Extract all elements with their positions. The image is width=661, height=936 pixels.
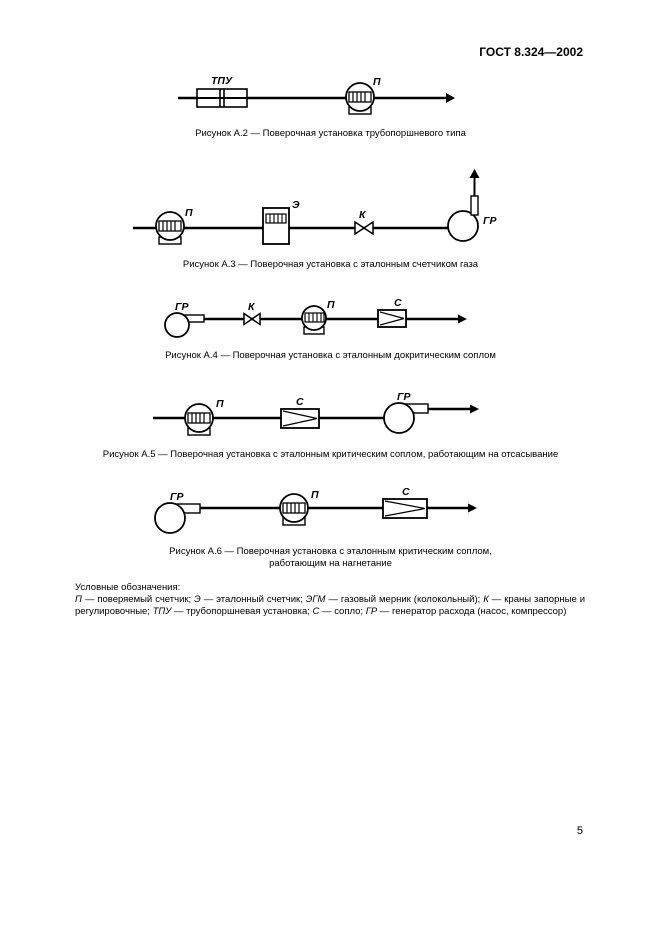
legend-symbol: С	[312, 606, 320, 617]
caption-a3: Рисунок А.3 — Поверочная установка с эталонным счетчиком газа	[182, 259, 479, 270]
valve-symbol	[355, 222, 373, 234]
label-p: П	[185, 207, 193, 219]
figure-a5-diagram	[0, 385, 661, 440]
caption-a4: Рисунок А.4 — Поверочная установка с эталонным докритическим соплом	[165, 350, 496, 361]
reference-meter-symbol	[263, 208, 289, 244]
meter-symbol	[185, 404, 213, 435]
legend-text: — краны запорные и регулировочные;	[75, 594, 585, 617]
label-gr: ГР	[483, 215, 497, 227]
flow-generator-symbol	[384, 403, 428, 433]
valve-symbol	[244, 314, 260, 325]
meter-symbol	[156, 212, 184, 244]
legend-text: — газовый мерник (колокольный);	[325, 594, 484, 605]
figure-a2-diagram	[0, 70, 661, 120]
figure-a4-diagram	[0, 292, 661, 342]
caption-a6-line2: работающим на нагнетание	[269, 558, 392, 569]
meter-symbol	[280, 494, 308, 525]
label-p: П	[327, 299, 335, 311]
legend-symbol: ГР	[365, 606, 378, 617]
document-header: ГОСТ 8.324—2002	[479, 45, 583, 59]
legend-title: Условные обозначения:	[75, 582, 181, 593]
legend-text: — поверяемый счетчик;	[81, 594, 195, 605]
nozzle-symbol	[383, 499, 427, 518]
legend-symbol: Э	[194, 594, 201, 605]
legend-text: — эталонный счетчик;	[200, 594, 306, 605]
label-k: К	[359, 209, 366, 221]
label-gr: ГР	[170, 491, 184, 503]
figure-a3-diagram	[0, 165, 661, 255]
legend-symbol: П	[75, 594, 82, 605]
tpu-symbol	[197, 89, 247, 107]
nozzle-symbol	[281, 409, 319, 428]
flow-arrow	[468, 504, 477, 513]
legend-symbol: К	[483, 594, 489, 605]
page-number: 5	[576, 825, 583, 837]
legend-symbol: ЭГМ	[305, 594, 326, 605]
caption-a2: Рисунок А.2 — Поверочная установка трубопоршневого типа	[195, 128, 466, 139]
label-tpu: ТПУ	[211, 75, 233, 87]
label-p: П	[216, 398, 224, 410]
flow-generator-symbol	[448, 169, 480, 241]
legend-text: — генератор расхода (насос, компрессор)	[377, 606, 567, 617]
flow-arrow	[470, 405, 479, 414]
meter-symbol	[346, 83, 374, 114]
legend	[75, 582, 585, 618]
caption-a5: Рисунок А.5 — Поверочная установка с эталонным критическим соплом, работающим на отсасывание	[102, 449, 559, 460]
label-s: С	[394, 297, 402, 309]
label-s: С	[296, 396, 304, 408]
label-p: П	[311, 489, 319, 501]
label-k: К	[248, 301, 255, 313]
meter-symbol	[302, 306, 326, 334]
label-p: П	[373, 76, 381, 88]
flow-arrow	[458, 315, 467, 324]
legend-text: — трубопоршневая установка;	[171, 606, 313, 617]
figure-a6-diagram	[0, 485, 661, 540]
label-e: Э	[292, 199, 300, 211]
legend-body	[75, 594, 585, 618]
label-gr: ГР	[397, 391, 411, 403]
label-s: С	[402, 486, 410, 498]
legend-text: — сопло;	[319, 606, 366, 617]
caption-a6-line1: Рисунок А.6 — Поверочная установка с эталонным критическим соплом,	[169, 546, 492, 557]
legend-symbol: ТПУ	[152, 606, 172, 617]
nozzle-symbol	[378, 310, 406, 327]
flow-arrow	[446, 93, 455, 103]
flow-generator-symbol	[165, 313, 204, 337]
label-gr: ГР	[175, 301, 189, 313]
flow-generator-symbol	[155, 503, 200, 533]
